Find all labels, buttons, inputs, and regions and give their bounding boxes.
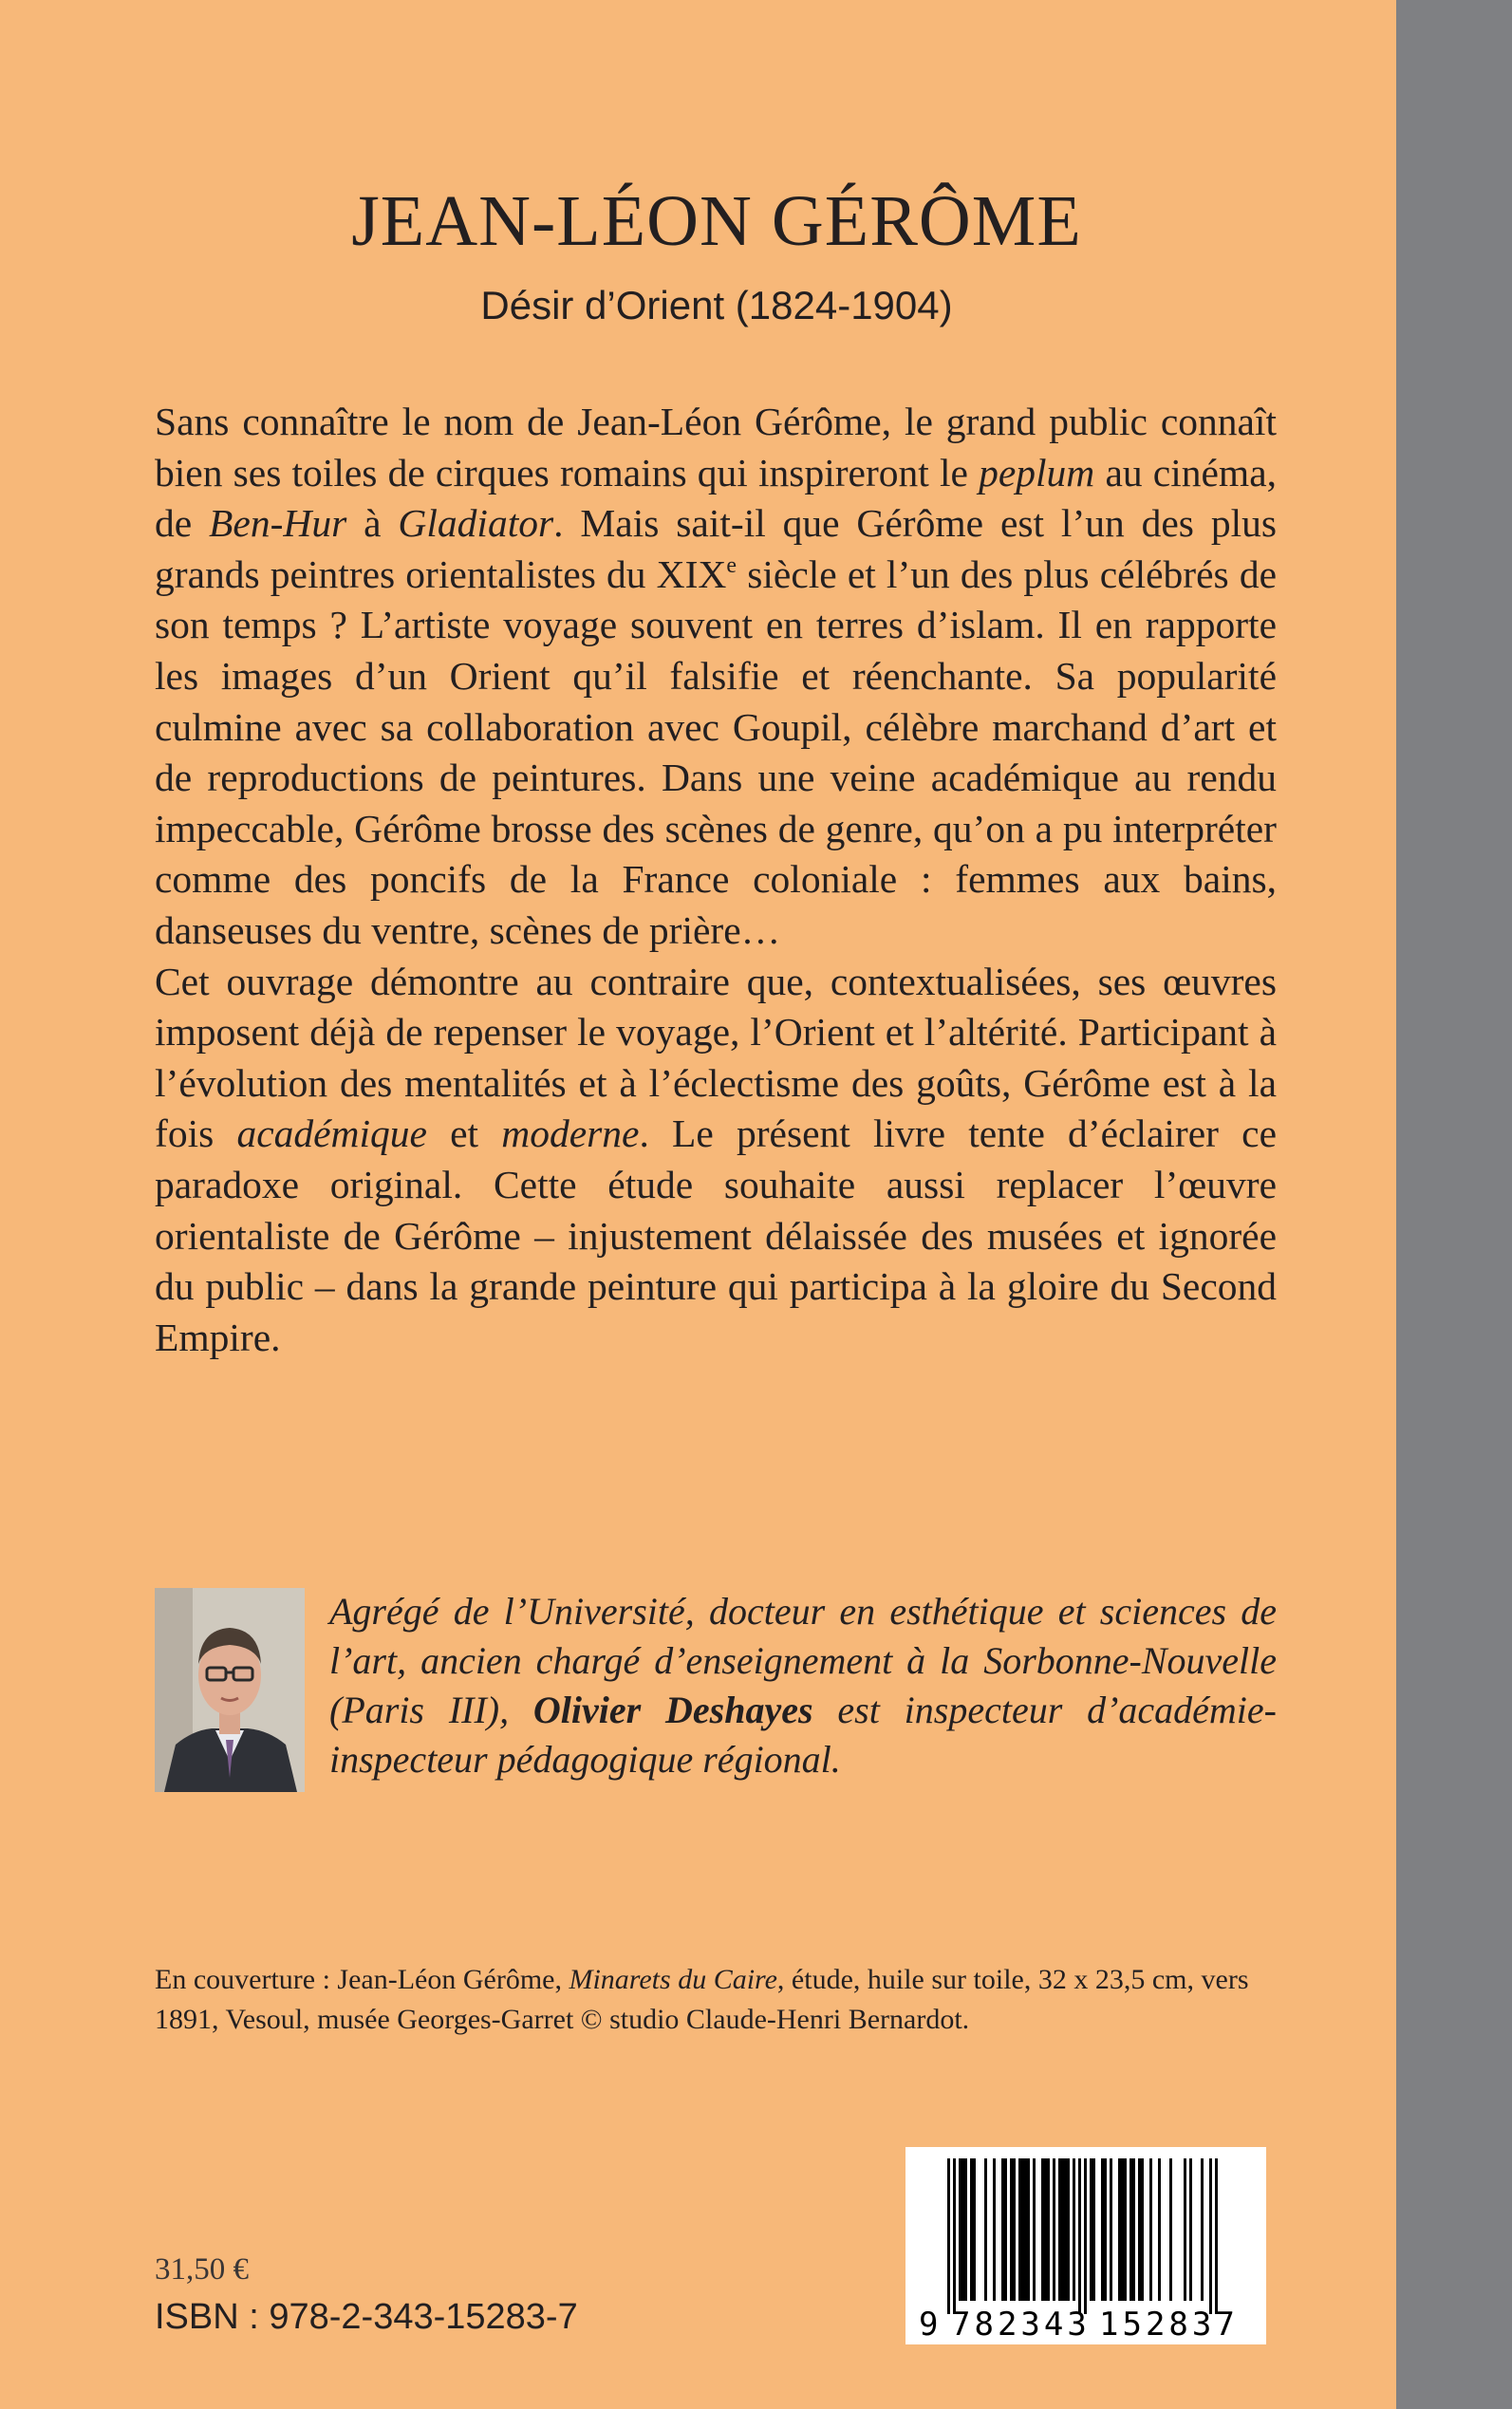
barcode-bar <box>1041 2158 1044 2301</box>
barcode-bar <box>1018 2158 1021 2301</box>
book-subtitle: Désir d’Orient (1824-1904) <box>480 283 953 327</box>
barcode-bar <box>1158 2158 1161 2301</box>
barcode-graphic <box>905 2147 1266 2344</box>
barcode-bar <box>1110 2158 1112 2301</box>
isbn: ISBN : 978-2-343-15283-7 <box>155 2297 578 2337</box>
barcode-bar <box>1004 2158 1007 2301</box>
barcode-bar <box>1033 2158 1036 2301</box>
barcode-bar <box>993 2158 996 2301</box>
barcode-bar <box>1078 2158 1081 2314</box>
cover-artwork-title: Minarets du Caire <box>569 1964 777 1995</box>
barcode-bar <box>1201 2158 1204 2301</box>
barcode-bar <box>1141 2158 1144 2301</box>
barcode-bar <box>1101 2158 1104 2301</box>
barcode-bar <box>1061 2158 1064 2301</box>
barcode-bar <box>961 2158 964 2301</box>
barcode-bar <box>964 2158 967 2301</box>
barcode-bars <box>947 2158 1218 2314</box>
barcode-bar <box>1084 2158 1087 2314</box>
author-portrait-icon <box>155 1588 305 1792</box>
back-cover-summary <box>155 397 1277 1363</box>
barcode-bar <box>1047 2158 1050 2301</box>
barcode-bar <box>973 2158 976 2301</box>
emphasis-gladiator: Gladiator <box>398 501 554 546</box>
barcode-bar <box>1132 2158 1135 2301</box>
barcode-bar <box>984 2158 987 2301</box>
barcode-left-digits: 782343 <box>951 2306 1091 2344</box>
cover-credit: En couverture : Jean-Léon Gérôme, Minarets du Caire, étude, huile sur toile, 32 x 23,5 cm, vers 1891, Vesoul, musée Georges-Garret © studio Claude-Henri Bernardot. <box>155 1964 1249 2035</box>
barcode-bar <box>947 2158 950 2314</box>
author-bio: Agrégé de l’Université, docteur en esthétique et sciences de l’art, ancien chargé d’enseignement à la Sorbonne-Nouvelle (Paris III), Olivier Deshayes est inspecteur d’académie-inspecteur pédagogique régional. <box>329 1590 1277 1781</box>
summary-paragraph-1: Sans connaître le nom de Jean-Léon Gérôme, le grand public connaît bien ses toiles de cirques romains qui inspireront le peplum au cinéma, de Ben-Hur à Gladiator. Mais sait-il que Gérôme est l’un des plus grands peintres orientalistes du XIXe siècle et l’un des plus célébrés de son temps ? L’artiste voyage souvent en terres d’islam. Il en rapporte les images d’un Orient qu’il falsifie et réenchante. Sa popularité culmine avec sa collaboration avec Goupil, célèbre marchand d’art et de reproductions de peintures. Dans une veine académique au rendu impeccable, Gérôme brosse des scènes de genre, qu’on a pu interpréter comme des poncifs de la France coloniale : femmes aux bains, danseuses du ventre, scènes de prière… <box>155 400 1277 952</box>
barcode-bar <box>1104 2158 1107 2301</box>
emphasis-ben-hur: Ben-Hur <box>209 501 347 546</box>
barcode-bar <box>1064 2158 1067 2301</box>
barcode-lead-digit: 9 <box>919 2306 939 2344</box>
barcode-right-digits: 152837 <box>1099 2306 1239 2344</box>
barcode-bar <box>1073 2158 1075 2301</box>
barcode-bar <box>1209 2158 1212 2314</box>
barcode-bar <box>1044 2158 1047 2301</box>
price: 31,50 € <box>155 2252 249 2287</box>
barcode-bar <box>1067 2158 1070 2301</box>
barcode-bar <box>1124 2158 1127 2301</box>
barcode-bar <box>1092 2158 1095 2301</box>
barcode-bar <box>959 2158 961 2301</box>
century-superscript: e <box>726 552 737 578</box>
barcode-bar <box>1169 2158 1172 2301</box>
barcode-bar <box>1058 2158 1061 2301</box>
barcode-bar <box>1129 2158 1132 2301</box>
barcode-bar <box>1027 2158 1030 2301</box>
barcode-bar <box>1184 2158 1186 2301</box>
barcode-bar <box>1010 2158 1013 2301</box>
barcode-bar <box>1215 2158 1218 2314</box>
barcode-bar <box>953 2158 956 2314</box>
barcode-bar <box>1138 2158 1141 2301</box>
barcode-bar <box>970 2158 973 2301</box>
barcode-bar <box>1121 2158 1124 2301</box>
barcode-bar <box>1053 2158 1055 2301</box>
barcode-bar <box>1024 2158 1027 2301</box>
barcode-bar <box>1001 2158 1004 2301</box>
barcode-bar <box>1021 2158 1024 2301</box>
emphasis-peplum: peplum <box>979 450 1095 495</box>
barcode-bar <box>1090 2158 1092 2301</box>
book-title: JEAN-LÉON GÉRÔME <box>351 181 1082 261</box>
summary-paragraph-2: Cet ouvrage démontre au contraire que, contextualisées, ses œuvres imposent déjà de repenser le voyage, l’Orient et l’altérité. Participant à l’évolution des mentalités et à l’éclectisme des goûts, Gérôme est à la fois académique et moderne. Le présent livre tente d’éclairer ce paradoxe original. Cette étude souhaite aussi replacer l’œuvre orientaliste de Gérôme – injustement délaissée des musées et ignorée du public – dans la grande peinture qui participa à la gloire du Second Empire. <box>155 959 1278 1359</box>
barcode-bar <box>1189 2158 1192 2301</box>
author-name: Olivier Deshayes <box>532 1689 813 1731</box>
barcode-bar <box>1118 2158 1121 2301</box>
barcode-bar <box>1149 2158 1152 2301</box>
spine-strip <box>1396 0 1512 2409</box>
emphasis-moderne: moderne <box>501 1111 640 1156</box>
author-photo <box>155 1588 305 1792</box>
emphasis-academique: académique <box>236 1111 427 1156</box>
barcode-bar <box>1013 2158 1016 2301</box>
barcode <box>905 2147 1266 2344</box>
